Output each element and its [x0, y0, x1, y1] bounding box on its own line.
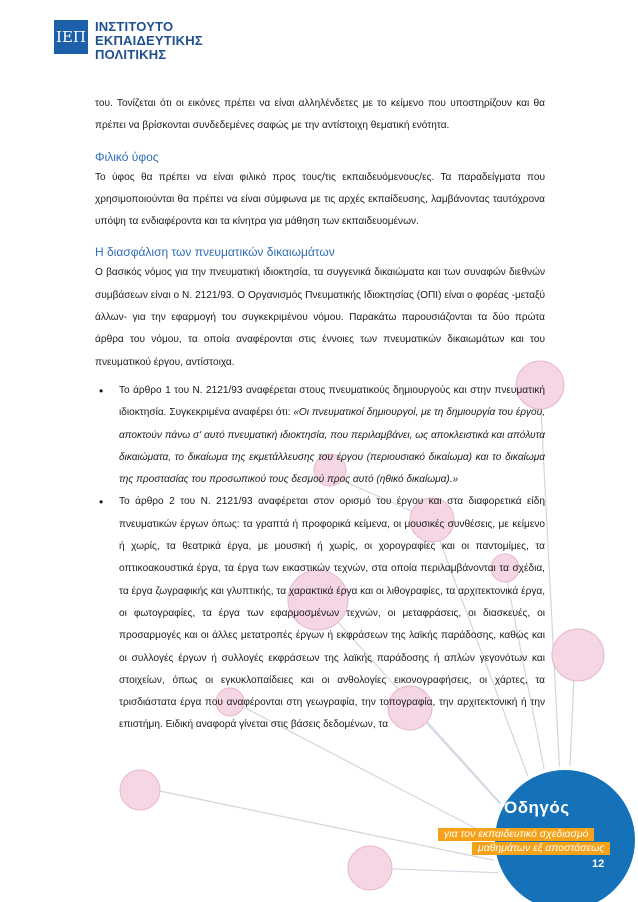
guide-subtitle-line1: για τον εκπαιδευτικό σχεδιασμό — [438, 828, 594, 841]
section-heading-copyright: Η διασφάλιση των πνευματικών δικαιωμάτων — [95, 245, 335, 260]
node-4 — [552, 629, 604, 681]
node-5 — [120, 770, 160, 810]
institute-logo — [54, 20, 88, 54]
guide-title: Οδηγός — [504, 798, 570, 817]
institute-header — [54, 20, 203, 62]
institute-name-line1: ΙΝΣΤΙΤΟΥΤΟ — [95, 19, 174, 34]
institute-name-line3: ΠΟΛΙΤΙΚΗΣ — [95, 47, 167, 62]
institute-name-line2: ΕΚΠΑΙΔΕΥΤΙΚΗΣ — [95, 33, 203, 48]
intro-paragraph: του. Τονίζεται ότι οι εικόνες πρέπει να είναι αλληλένδετες με το κείμενο που υποστηρίζουν και θα πρέπει να βρίσκονται συνδεδεμένες σαφώς με την αντίστοιχη θεματική ενότητα. — [95, 98, 545, 132]
document-body — [95, 93, 545, 737]
logo-mark: ΙΕΠ — [56, 28, 86, 46]
guide-badge — [438, 770, 628, 890]
article-1-quote: «Οι πνευματικοί δημιουργοί, με τη δημιουργία του έργου, αποκτούν πάνω σ' αυτό πνευματική ιδιοκτησία, που περιλαμβάνει, ως αποκλειστικά και απόλυτα δικαιώματα, το δικαίωμα της εκμετάλλευσης του έργου (περιουσιακό δικαίωμα) και το δικαίωμα της προστασίας του προσωπικού τους δεσμού προς αυτό (ηθικό δικαίωμα).» — [119, 407, 545, 486]
article-2-text: Το άρθρο 2 του Ν. 2121/93 αναφέρεται στον ορισμό του έργου και στα διαφορετικά είδη πνευματικών έργων όπως: τα γραπτά ή προφορικά κείμενα, οι μουσικές συνθέσεις, με κείμενο ή χωρίς, τα θεατρικά έργα, με μουσική ή χωρίς, οι χορογραφίες και οι παντομίμες, τα οπτικοακουστικά έργα, τα έργα των εικαστικών τεχνών, στα οποία περιλαμβάνονται τα σχέδια, τα έργα ζωγραφικής και γλυπτικής, τα χαρακτικά έργα και οι λιθογραφίες, τα αρχιτεκτονικά έργα, οι φωτογραφίες, τα έργα των εφαρμοσμένων τεχνών, οι μεταφράσεις, οι διασκευές, οι προσαρμογές και οι άλλες μετατροπές έργων ή εκφράσεων της λαϊκής παράδοσης, καθώς και οι συλλογές έργων ή συλλογές εκφράσεων της λαϊκής παράδοσης ή απλών γεγονότων και στοιχείων, όπως οι εγκυκλοπαίδειες και οι ανθολογίες εικονογραφήσεις, οι χάρτες, τα τρισδιάστατα έργα που αναφέρονται στη γεωγραφία, την τοπογραφία, την αρχιτεκτονική ή την επιστήμη. Ειδική αναφορά γίνεται στις βάσεις δεδομένων, τα — [119, 496, 545, 731]
section-heading-friendly-style: Φιλικό ύφος — [95, 149, 159, 164]
list-item-article-1 — [95, 380, 545, 491]
law-articles-list — [95, 380, 545, 737]
section-copyright-text: Ο βασικός νόμος για την πνευματική ιδιοκτησία, τα συγγενικά δικαιώματα και των συναφών διεθνών συμβάσεων είναι ο Ν. 2121/93. Ο Οργανισμός Πνευματικής Ιδιοκτησίας (ΟΠΙ) είναι ο φορέας -μεταξύ άλλων- για την εφαρμογή του συγκεκριμένου νόμου. Παρακάτω παρουσιάζονται τα δύο πρώτα άρθρα του νόμου, τα οποία αναφέρονται στις έννοιες των πνευματικών δικαιωμάτων και του πνευματικού έργου, αντίστοιχα. — [95, 267, 545, 368]
node-9 — [348, 846, 392, 890]
institute-name — [95, 20, 203, 62]
article-1-text: Το άρθρο 1 του Ν. 2121/93 αναφέρεται στους πνευματικούς δημιουργούς και στην πνευματική ιδιοκτησία. Συγκεκριμένα αναφέρει ότι: — [119, 384, 545, 419]
page-number: 12 — [592, 858, 605, 870]
section-friendly-style-text: Το ύφος θα πρέπει να είναι φιλικό προς τους/τις εκπαιδευόμενους/ες. Τα παραδείγματα που χρησιμοποιούνται θα πρέπει να είναι σύμφωνα με τις αρχές εκπαίδευσης, λαμβάνοντας ταυτόχρονα υπόψη τα ενδιαφέροντα και τα κίνητρα για μάθηση των εκπαιδευομένων. — [95, 171, 545, 228]
list-item-article-2 — [95, 491, 545, 736]
guide-subtitle-line2: μαθημάτων εξ αποστάσεως — [472, 842, 610, 855]
